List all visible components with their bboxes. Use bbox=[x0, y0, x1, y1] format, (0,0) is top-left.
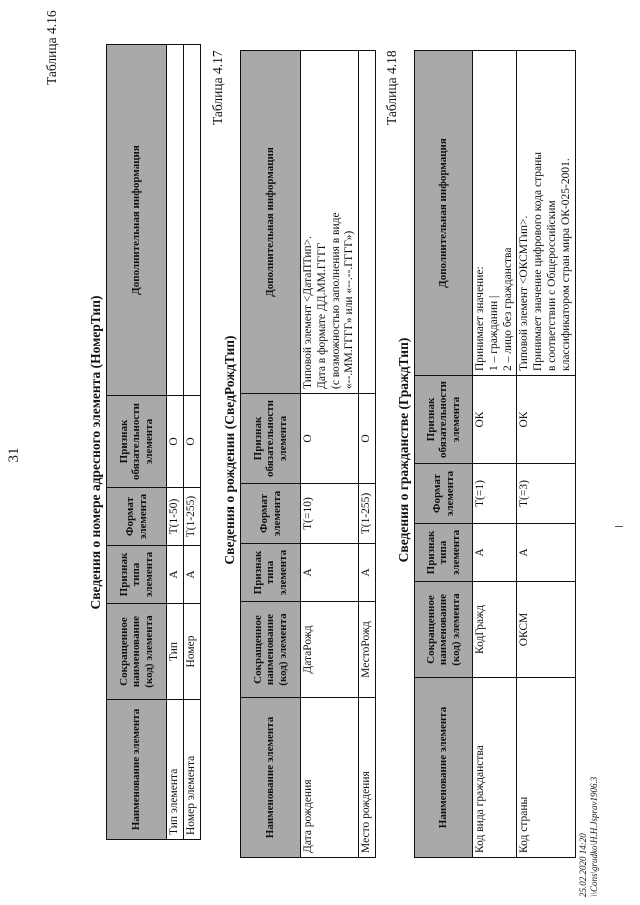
cell-required: О bbox=[167, 396, 184, 488]
cell-type: А bbox=[183, 546, 200, 604]
table-label-4-17: Таблица 4.17 bbox=[210, 50, 225, 125]
cell-code: Тип bbox=[167, 604, 184, 700]
cell-required: ОК bbox=[517, 376, 575, 464]
cell-type: А bbox=[517, 524, 575, 582]
cell-name: Код страны bbox=[517, 678, 575, 858]
table-row bbox=[359, 51, 376, 858]
cell-name: Дата рождения bbox=[301, 698, 359, 858]
cell-format: Т(=3) bbox=[517, 464, 575, 524]
cell-required: О bbox=[183, 396, 200, 488]
header-required-flag: Признак обязательности элемента bbox=[107, 396, 167, 488]
table-title-4-16: Сведения о номере адресного элемента (НомерТип) bbox=[88, 295, 103, 610]
cell-type: А bbox=[301, 544, 359, 602]
header-additional-info: Дополнительная информация bbox=[107, 45, 167, 396]
table-4-18 bbox=[414, 50, 576, 858]
header-required-flag: Признак обязательности элемента bbox=[241, 394, 301, 484]
print-footer: 25.02.2020 14:20 \\Cons\grudko\Н.Н.Jsprav1906.3 bbox=[578, 776, 599, 897]
cell-name: Место рождения bbox=[359, 698, 376, 858]
header-additional-info: Дополнительная информация bbox=[241, 51, 301, 394]
cell-info bbox=[167, 45, 184, 396]
cell-code: ДатаРожд bbox=[301, 602, 359, 698]
cell-name: Тип элемента bbox=[167, 700, 184, 840]
cell-format: Т(1-255) bbox=[183, 488, 200, 546]
table-row bbox=[473, 51, 517, 858]
table-4-17 bbox=[240, 50, 376, 858]
cell-type: А bbox=[359, 544, 376, 602]
cell-type: А bbox=[167, 546, 184, 604]
cell-info: Типовой элемент <ДатаПТип>. Дата в формате ДД.ММ.ГГГГ (с возможностью заполнения в виде «--.ММ.ГГГГ» или «--.--.ГГГГ») bbox=[301, 51, 359, 394]
table-row bbox=[183, 45, 200, 840]
cell-info bbox=[359, 51, 376, 394]
header-short-code: Сокращенное наименование (код) элемента bbox=[107, 604, 167, 700]
header-short-code: Сокращенное наименование (код) элемента bbox=[241, 602, 301, 698]
table-label-4-16: Таблица 4.16 bbox=[44, 10, 59, 85]
table-4-16 bbox=[106, 44, 201, 840]
header-short-code: Сокращенное наименование (код) элемента bbox=[415, 582, 473, 678]
header-type-flag: Признак типа элемента bbox=[107, 546, 167, 604]
cell-code: Номер bbox=[183, 604, 200, 700]
table-title-4-17: Сведения о рождении (СведРождТип) bbox=[222, 335, 237, 565]
cell-info: Принимает значение: 1 – гражданин | 2 – лицо без гражданства bbox=[473, 51, 517, 376]
header-required-flag: Признак обязательности элемента bbox=[415, 376, 473, 464]
header-format: Формат элемента bbox=[107, 488, 167, 546]
crop-mark bbox=[615, 526, 623, 527]
cell-code: МестоРожд bbox=[359, 602, 376, 698]
cell-format: Т(1-255) bbox=[359, 484, 376, 544]
header-format: Формат элемента bbox=[415, 464, 473, 524]
cell-name: Код вида гражданства bbox=[473, 678, 517, 858]
cell-format: Т(=1) bbox=[473, 464, 517, 524]
cell-info bbox=[183, 45, 200, 396]
header-type-flag: Признак типа элемента bbox=[241, 544, 301, 602]
table-row bbox=[301, 51, 359, 858]
cell-code: ОКСМ bbox=[517, 582, 575, 678]
cell-required: О bbox=[359, 394, 376, 484]
table-title-4-18: Сведения о гражданстве (ГраждТип) bbox=[396, 337, 411, 563]
header-element-name: Наименование элемента bbox=[241, 698, 301, 858]
cell-type: А bbox=[473, 524, 517, 582]
header-format: Формат элемента bbox=[241, 484, 301, 544]
cell-required: О bbox=[301, 394, 359, 484]
table-row bbox=[167, 45, 184, 840]
page-number: 31 bbox=[6, 447, 22, 463]
table-row bbox=[517, 51, 575, 858]
table-label-4-18: Таблица 4.18 bbox=[384, 50, 399, 125]
cell-format: Т(=10) bbox=[301, 484, 359, 544]
cell-format: Т(1-50) bbox=[167, 488, 184, 546]
header-type-flag: Признак типа элемента bbox=[415, 524, 473, 582]
cell-name: Номер элемента bbox=[183, 700, 200, 840]
cell-code: КодГражд bbox=[473, 582, 517, 678]
header-element-name: Наименование элемента bbox=[415, 678, 473, 858]
header-additional-info: Дополнительная информация bbox=[415, 51, 473, 376]
header-element-name: Наименование элемента bbox=[107, 700, 167, 840]
cell-info: Типовой элемент <ОКСМТип>. Принимает значение цифрового кода страны в соответствии с Общероссийским классификатором стран мира ОК-025-2001. bbox=[517, 51, 575, 376]
cell-required: ОК bbox=[473, 376, 517, 464]
